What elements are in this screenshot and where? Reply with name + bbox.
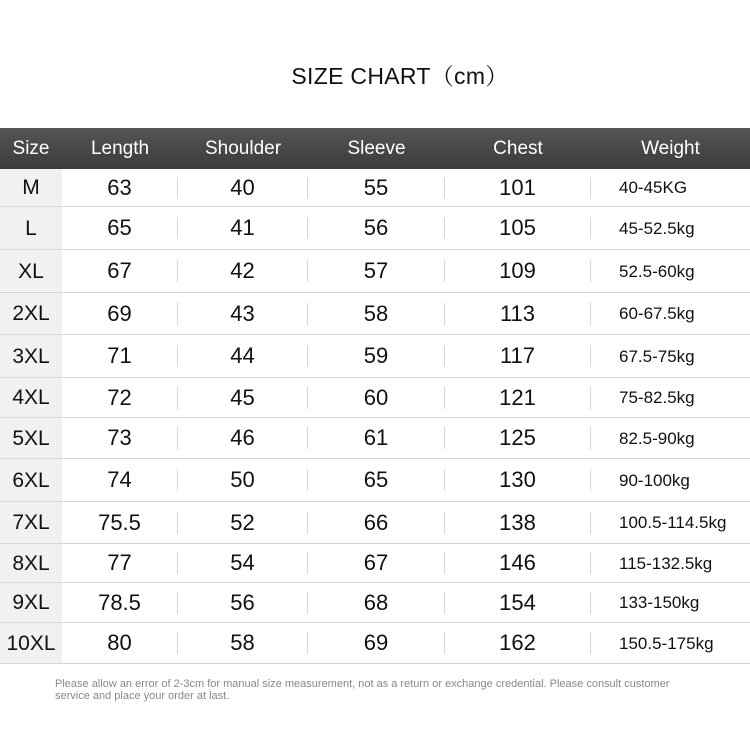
cell-sleeve: 56	[308, 217, 445, 239]
header-size: Size	[12, 137, 50, 159]
cell-sleeve: 59	[308, 345, 445, 367]
table-header-row	[0, 128, 750, 169]
cell-size: 8XL	[0, 544, 62, 582]
cell-shoulder: 44	[178, 345, 308, 367]
cell-sleeve: 55	[308, 177, 445, 199]
cell-shoulder: 45	[178, 387, 308, 409]
cell-chest: 130	[445, 469, 591, 491]
table-row	[0, 335, 750, 378]
cell-sleeve: 65	[308, 469, 445, 491]
table-row	[0, 207, 750, 250]
cell-length: 71	[62, 345, 178, 367]
cell-chest: 162	[445, 632, 591, 654]
header-shoulder: Shoulder	[204, 137, 282, 159]
cell-shoulder: 58	[178, 632, 308, 654]
cell-chest: 109	[445, 260, 591, 282]
cell-weight: 82.5-90kg	[619, 428, 695, 448]
cell-weight: 75-82.5kg	[619, 388, 695, 407]
cell-chest: 138	[445, 512, 591, 534]
table-row	[0, 623, 750, 664]
cell-length: 72	[62, 387, 178, 409]
cell-chest: 101	[445, 177, 591, 199]
cell-shoulder: 43	[178, 303, 308, 325]
cell-chest: 146	[445, 552, 591, 574]
cell-weight: 90-100kg	[619, 470, 690, 490]
cell-shoulder: 46	[178, 427, 308, 449]
cell-sleeve: 66	[308, 512, 445, 534]
cell-length: 63	[62, 177, 178, 199]
cell-size: 5XL	[0, 418, 62, 458]
cell-size: 6XL	[0, 459, 62, 501]
table-row	[0, 502, 750, 544]
cell-size: 9XL	[0, 583, 62, 622]
cell-length: 77	[62, 552, 178, 574]
table-body	[0, 169, 750, 664]
cell-shoulder: 50	[178, 469, 308, 491]
cell-shoulder: 40	[178, 177, 308, 199]
cell-sleeve: 67	[308, 552, 445, 574]
cell-length: 65	[62, 217, 178, 239]
cell-sleeve: 68	[308, 592, 445, 614]
cell-chest: 121	[445, 387, 591, 409]
cell-shoulder: 42	[178, 260, 308, 282]
cell-weight: 45-52.5kg	[619, 218, 695, 238]
cell-weight: 52.5-60kg	[619, 261, 695, 281]
cell-length: 78.5	[62, 592, 178, 614]
cell-weight: 40-45KG	[619, 178, 688, 197]
cell-chest: 125	[445, 427, 591, 449]
table-row	[0, 250, 750, 293]
cell-size: M	[0, 169, 62, 206]
cell-size: 7XL	[0, 502, 62, 543]
cell-shoulder: 52	[178, 512, 308, 534]
cell-chest: 113	[445, 303, 591, 325]
cell-length: 73	[62, 427, 178, 449]
cell-length: 80	[62, 632, 178, 654]
table-row	[0, 169, 750, 207]
cell-weight: 100.5-114.5kg	[619, 513, 727, 532]
table-row	[0, 459, 750, 502]
cell-length: 69	[62, 303, 178, 325]
cell-size: 3XL	[0, 335, 62, 377]
cell-size: 4XL	[0, 378, 62, 417]
page-title: SIZE CHART（cm）	[291, 63, 509, 89]
header-weight: Weight	[641, 137, 700, 159]
cell-weight: 133-150kg	[619, 593, 700, 612]
cell-sleeve: 69	[308, 632, 445, 654]
cell-weight: 60-67.5kg	[619, 304, 695, 323]
cell-weight: 67.5-75kg	[619, 346, 695, 366]
cell-chest: 117	[445, 345, 591, 367]
cell-sleeve: 57	[308, 260, 445, 282]
table-row	[0, 378, 750, 418]
cell-chest: 105	[445, 217, 591, 239]
cell-size: 2XL	[0, 293, 62, 334]
cell-size: L	[0, 207, 62, 249]
cell-weight: 150.5-175kg	[619, 633, 714, 653]
cell-length: 74	[62, 469, 178, 491]
footnote: Please allow an error of 2-3cm for manual size measurement, not as a return or exchange credential. Please consult customer service and place your order at last.	[55, 678, 670, 702]
header-sleeve: Sleeve	[347, 137, 406, 159]
cell-length: 75.5	[62, 512, 178, 534]
table-row	[0, 544, 750, 583]
size-table	[0, 128, 750, 664]
cell-sleeve: 61	[308, 427, 445, 449]
table-row	[0, 418, 750, 459]
cell-shoulder: 56	[178, 592, 308, 614]
table-row	[0, 293, 750, 335]
cell-sleeve: 58	[308, 303, 445, 325]
cell-sleeve: 60	[308, 387, 445, 409]
cell-size: 10XL	[0, 623, 62, 663]
header-chest: Chest	[493, 137, 543, 159]
cell-weight: 115-132.5kg	[619, 553, 713, 573]
cell-shoulder: 54	[178, 552, 308, 574]
table-row	[0, 583, 750, 623]
header-length: Length	[90, 137, 150, 159]
cell-chest: 154	[445, 592, 591, 614]
cell-length: 67	[62, 260, 178, 282]
cell-shoulder: 41	[178, 217, 308, 239]
cell-size: XL	[0, 250, 62, 292]
